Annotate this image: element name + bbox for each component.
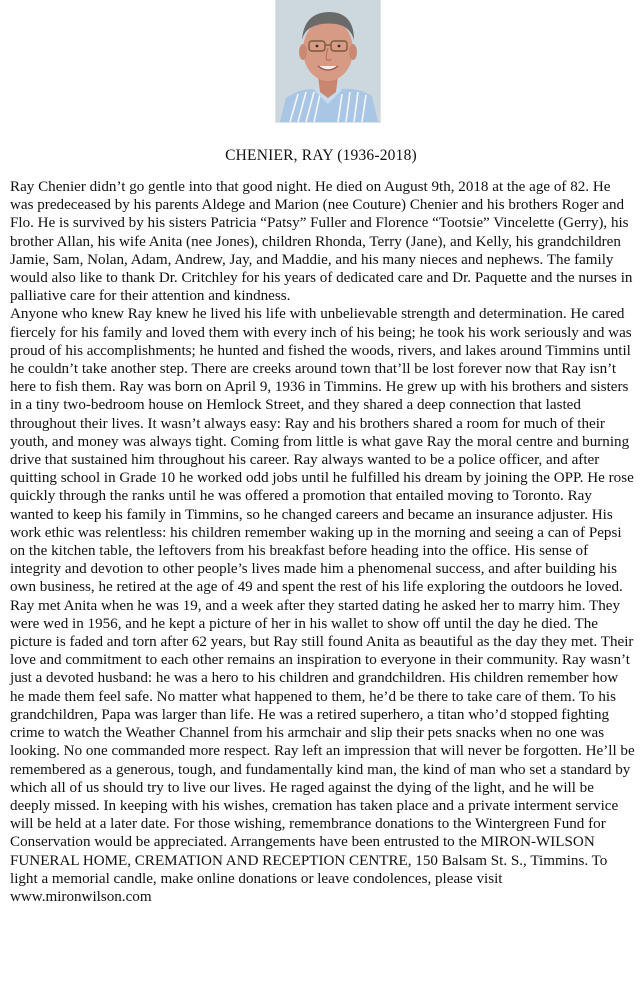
portrait-photo xyxy=(276,0,380,122)
obituary-paragraph-1: Ray Chenier didn’t go gentle into that good night. He died on August 9th, 2018 at the age of 82. He was predeceased by his parents Aldege and Marion (nee Couture) Chenier and his brothers Roger and Flo. He is survived by his sisters Patricia “Patsy” Fuller and Florence “Tootsie” Vincelette (Gerry), his brother Allan, his wife Anita (nee Jones), children Rhonda, Terry (Jane), and Kelly, his grandchildren Jamie, Sam, Nolan, Adam, Andrew, Jay, and Maddie, and his many nieces and nephews. The family would also like to thank Dr. Critchley for his years of dedicated care and Dr. Paquette and the nurses in palliative care for their attention and kindness. xyxy=(10,179,633,305)
right-eye xyxy=(338,45,341,48)
left-ear xyxy=(299,44,307,60)
portrait-illustration xyxy=(276,0,380,122)
obituary-title: CHENIER, RAY (1936-2018) xyxy=(225,147,417,164)
left-eye xyxy=(316,45,319,48)
obituary-paragraph-2: Anyone who knew Ray knew he lived his life with unbelievable strength and determination. He cared fiercely for his family and loved them with every inch of his being; he took his work seriously and was proud of his accomplishments; he hunted and fished the woods, rivers, and lakes around Timmins until he couldn’t take another step. There are creeks around town that’ll be lost forever now that Ray isn’t here to fish them. Ray was born on April 9, 1936 in Timmins. He grew up with his brothers and sisters in a tiny two-bedroom house on Hemlock Street, and they shared a deep connection that lasted throughout their lives. It wasn’t always easy: Ray and his brothers shared a room for much of their youth, and money was always tight. Coming from little is what gave Ray the moral centre and burning drive that sustained him throughout his career. Ray always wanted to be a police officer, and after quitting school in Grade 10 he worked odd jobs until he fulfilled his dream by joining the OPP. He rose quickly through the ranks until he was offered a promotion that entailed moving to Toronto. Ray wanted to keep his family in Timmins, so he changed careers and became an insurance adjuster. His work ethic was relentless: his children remember waking up in the morning and seeing a can of Pepsi on the kitchen table, the leftovers from his breakfast before heading into the office. His sense of integrity and devotion to other people’s lives made him a phenomenal success, and after building his own business, he retired at the age of 49 and spent the rest of his life exploring the outdoors he loved. Ray met Anita when he was 19, and a week after they started dating he asked her to marry him. They were wed in 1956, and he kept a picture of her in his wallet to show off until the day he died. The picture is faded and torn after 62 years, but Ray still found Anita as beautiful as the day they met. Their love and commitment to each other remains an inspiration to everyone in their community. Ray wasn’t just a devoted husband: he was a hero to his children and grandchildren. His children remember how he made them feel safe. No matter what happened to them, he’d be there to take care of them. To his grandchildren, Papa was larger than life. He was a retired superhero, a titan who’d stopped fighting crime to watch the Weather Channel from his armchair and slip their pets snacks when no one was looking. No one commanded more respect. Ray left an impression that will never be forgotten. He’ll be remembered as a generous, tough, and fundamentally kind man, the kind of man who set a standard by which all of us should try to live our lives. He raged against the dying of the light, and he will be deeply missed. In keeping with his wishes, cremation has taken place and a private interment service will be held at a later date. For those wishing, remembrance donations to the Wintergreen Fund for Conservation would be appreciated. Arrangements have been entrusted to the MIRON-WILSON FUNERAL HOME, CREMATION AND RECEPTION CENTRE, 150 Balsam St. S., Timmins. To light a memorial candle, make online donations or leave condolences, please visit www.mironwilson.com xyxy=(10,306,635,905)
right-ear xyxy=(349,44,357,60)
obituary-body xyxy=(10,178,636,906)
